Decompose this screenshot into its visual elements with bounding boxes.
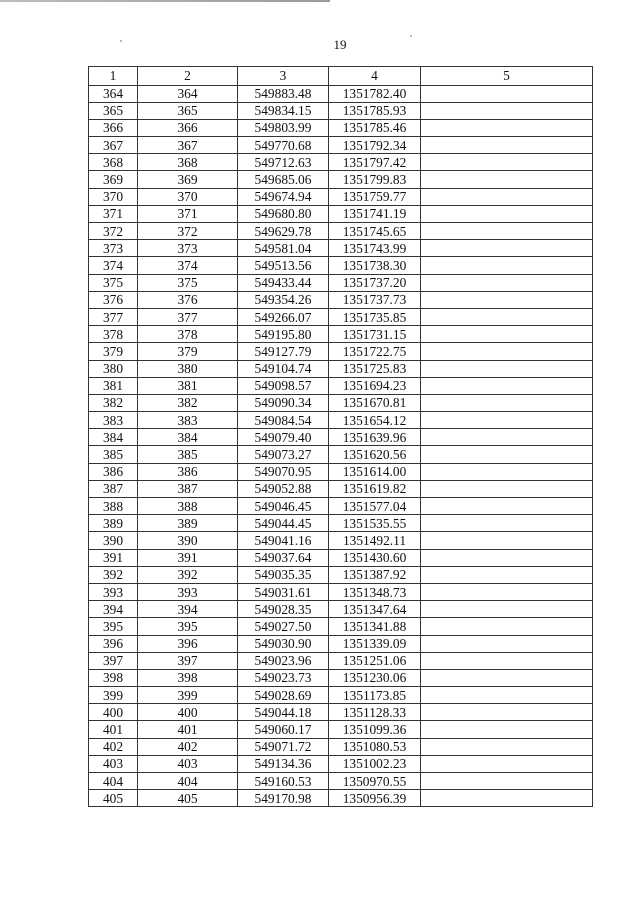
table-row <box>89 205 593 222</box>
cell-x-coordinate: 549023.96 <box>238 652 329 669</box>
cell-x-coordinate: 549027.50 <box>238 618 329 635</box>
cell-note <box>421 755 593 772</box>
cell-index: 367 <box>89 137 138 154</box>
cell-index: 402 <box>89 738 138 755</box>
cell-y-coordinate: 1351731.15 <box>329 326 421 343</box>
table-row <box>89 119 593 136</box>
table-row <box>89 394 593 411</box>
cell-index: 404 <box>89 773 138 790</box>
cell-index: 387 <box>89 480 138 497</box>
cell-note <box>421 704 593 721</box>
cell-index: 383 <box>89 412 138 429</box>
cell-note <box>421 188 593 205</box>
cell-note <box>421 618 593 635</box>
cell-index: 369 <box>89 171 138 188</box>
table-row <box>89 601 593 618</box>
cell-note <box>421 360 593 377</box>
table-row <box>89 102 593 119</box>
table-row <box>89 566 593 583</box>
cell-index: 396 <box>89 635 138 652</box>
cell-point-number: 393 <box>138 583 238 600</box>
cell-point-number: 386 <box>138 463 238 480</box>
cell-x-coordinate: 549354.26 <box>238 291 329 308</box>
cell-x-coordinate: 549060.17 <box>238 721 329 738</box>
cell-index: 379 <box>89 343 138 360</box>
cell-index: 365 <box>89 102 138 119</box>
cell-y-coordinate: 1350970.55 <box>329 773 421 790</box>
table-row <box>89 137 593 154</box>
table-row <box>89 687 593 704</box>
cell-index: 377 <box>89 308 138 325</box>
cell-index: 393 <box>89 583 138 600</box>
cell-x-coordinate: 549513.56 <box>238 257 329 274</box>
cell-note <box>421 669 593 686</box>
cell-x-coordinate: 549030.90 <box>238 635 329 652</box>
table-row <box>89 223 593 240</box>
table-row <box>89 498 593 515</box>
cell-note <box>421 549 593 566</box>
cell-index: 385 <box>89 446 138 463</box>
cell-point-number: 395 <box>138 618 238 635</box>
cell-point-number: 403 <box>138 755 238 772</box>
cell-point-number: 397 <box>138 652 238 669</box>
cell-index: 384 <box>89 429 138 446</box>
cell-x-coordinate: 549834.15 <box>238 102 329 119</box>
cell-point-number: 398 <box>138 669 238 686</box>
cell-note <box>421 583 593 600</box>
cell-note <box>421 137 593 154</box>
cell-y-coordinate: 1350956.39 <box>329 790 421 807</box>
table-row <box>89 291 593 308</box>
cell-y-coordinate: 1351694.23 <box>329 377 421 394</box>
table-row <box>89 171 593 188</box>
cell-note <box>421 377 593 394</box>
cell-point-number: 384 <box>138 429 238 446</box>
cell-note <box>421 394 593 411</box>
cell-point-number: 388 <box>138 498 238 515</box>
cell-note <box>421 790 593 807</box>
cell-x-coordinate: 549031.61 <box>238 583 329 600</box>
cell-index: 400 <box>89 704 138 721</box>
cell-index: 388 <box>89 498 138 515</box>
cell-x-coordinate: 549674.94 <box>238 188 329 205</box>
cell-index: 380 <box>89 360 138 377</box>
cell-y-coordinate: 1351745.65 <box>329 223 421 240</box>
table-row <box>89 257 593 274</box>
coordinates-table <box>88 66 593 807</box>
cell-y-coordinate: 1351535.55 <box>329 515 421 532</box>
cell-note <box>421 601 593 618</box>
cell-note <box>421 498 593 515</box>
cell-y-coordinate: 1351735.85 <box>329 308 421 325</box>
cell-x-coordinate: 549028.69 <box>238 687 329 704</box>
cell-point-number: 371 <box>138 205 238 222</box>
cell-index: 378 <box>89 326 138 343</box>
cell-note <box>421 687 593 704</box>
cell-note <box>421 291 593 308</box>
table-row <box>89 515 593 532</box>
cell-note <box>421 412 593 429</box>
cell-y-coordinate: 1351614.00 <box>329 463 421 480</box>
cell-note <box>421 635 593 652</box>
cell-x-coordinate: 549803.99 <box>238 119 329 136</box>
cell-point-number: 375 <box>138 274 238 291</box>
cell-y-coordinate: 1351670.81 <box>329 394 421 411</box>
cell-y-coordinate: 1351577.04 <box>329 498 421 515</box>
cell-x-coordinate: 549028.35 <box>238 601 329 618</box>
cell-point-number: 378 <box>138 326 238 343</box>
table-row <box>89 343 593 360</box>
page-number: 19 <box>333 37 347 52</box>
cell-index: 371 <box>89 205 138 222</box>
table-row <box>89 274 593 291</box>
column-header-2: 2 <box>138 67 238 86</box>
cell-x-coordinate: 549044.18 <box>238 704 329 721</box>
cell-index: 374 <box>89 257 138 274</box>
cell-note <box>421 274 593 291</box>
cell-point-number: 372 <box>138 223 238 240</box>
cell-note <box>421 773 593 790</box>
cell-x-coordinate: 549070.95 <box>238 463 329 480</box>
cell-note <box>421 652 593 669</box>
cell-x-coordinate: 549098.57 <box>238 377 329 394</box>
cell-x-coordinate: 549084.54 <box>238 412 329 429</box>
cell-point-number: 370 <box>138 188 238 205</box>
cell-y-coordinate: 1351173.85 <box>329 687 421 704</box>
cell-y-coordinate: 1351797.42 <box>329 154 421 171</box>
cell-x-coordinate: 549037.64 <box>238 549 329 566</box>
cell-y-coordinate: 1351080.53 <box>329 738 421 755</box>
cell-x-coordinate: 549883.48 <box>238 85 329 102</box>
cell-index: 397 <box>89 652 138 669</box>
table-row <box>89 446 593 463</box>
cell-x-coordinate: 549090.34 <box>238 394 329 411</box>
cell-x-coordinate: 549581.04 <box>238 240 329 257</box>
cell-index: 372 <box>89 223 138 240</box>
cell-y-coordinate: 1351725.83 <box>329 360 421 377</box>
cell-point-number: 390 <box>138 532 238 549</box>
cell-y-coordinate: 1351741.19 <box>329 205 421 222</box>
cell-point-number: 389 <box>138 515 238 532</box>
cell-y-coordinate: 1351782.40 <box>329 85 421 102</box>
cell-note <box>421 463 593 480</box>
cell-index: 370 <box>89 188 138 205</box>
table-row <box>89 755 593 772</box>
cell-y-coordinate: 1351792.34 <box>329 137 421 154</box>
cell-note <box>421 738 593 755</box>
cell-point-number: 366 <box>138 119 238 136</box>
cell-x-coordinate: 549170.98 <box>238 790 329 807</box>
cell-index: 368 <box>89 154 138 171</box>
cell-note <box>421 446 593 463</box>
cell-point-number: 383 <box>138 412 238 429</box>
cell-point-number: 381 <box>138 377 238 394</box>
cell-y-coordinate: 1351341.88 <box>329 618 421 635</box>
cell-note <box>421 326 593 343</box>
cell-point-number: 376 <box>138 291 238 308</box>
cell-x-coordinate: 549052.88 <box>238 480 329 497</box>
cell-x-coordinate: 549044.45 <box>238 515 329 532</box>
cell-index: 395 <box>89 618 138 635</box>
cell-index: 390 <box>89 532 138 549</box>
cell-note <box>421 85 593 102</box>
cell-x-coordinate: 549035.35 <box>238 566 329 583</box>
cell-y-coordinate: 1351387.92 <box>329 566 421 583</box>
cell-point-number: 391 <box>138 549 238 566</box>
cell-index: 394 <box>89 601 138 618</box>
table-row <box>89 773 593 790</box>
cell-note <box>421 480 593 497</box>
cell-x-coordinate: 549712.63 <box>238 154 329 171</box>
table-row <box>89 326 593 343</box>
cell-note <box>421 205 593 222</box>
table-row <box>89 721 593 738</box>
cell-y-coordinate: 1351785.93 <box>329 102 421 119</box>
cell-note <box>421 308 593 325</box>
table-row <box>89 188 593 205</box>
cell-index: 382 <box>89 394 138 411</box>
table-row <box>89 480 593 497</box>
table-row <box>89 790 593 807</box>
top-rule <box>0 0 330 2</box>
cell-y-coordinate: 1351785.46 <box>329 119 421 136</box>
cell-point-number: 392 <box>138 566 238 583</box>
cell-index: 403 <box>89 755 138 772</box>
cell-note <box>421 154 593 171</box>
cell-point-number: 396 <box>138 635 238 652</box>
table-row <box>89 377 593 394</box>
cell-y-coordinate: 1351737.73 <box>329 291 421 308</box>
cell-index: 399 <box>89 687 138 704</box>
cell-point-number: 387 <box>138 480 238 497</box>
cell-note <box>421 515 593 532</box>
cell-y-coordinate: 1351759.77 <box>329 188 421 205</box>
table-row <box>89 583 593 600</box>
cell-point-number: 365 <box>138 102 238 119</box>
cell-y-coordinate: 1351230.06 <box>329 669 421 686</box>
cell-index: 392 <box>89 566 138 583</box>
cell-y-coordinate: 1351722.75 <box>329 343 421 360</box>
table-row <box>89 85 593 102</box>
cell-y-coordinate: 1351743.99 <box>329 240 421 257</box>
cell-point-number: 380 <box>138 360 238 377</box>
table-row <box>89 704 593 721</box>
cell-point-number: 367 <box>138 137 238 154</box>
cell-x-coordinate: 549629.78 <box>238 223 329 240</box>
cell-index: 376 <box>89 291 138 308</box>
cell-point-number: 404 <box>138 773 238 790</box>
cell-note <box>421 532 593 549</box>
cell-x-coordinate: 549041.16 <box>238 532 329 549</box>
cell-y-coordinate: 1351002.23 <box>329 755 421 772</box>
cell-note <box>421 343 593 360</box>
cell-y-coordinate: 1351738.30 <box>329 257 421 274</box>
cell-index: 364 <box>89 85 138 102</box>
cell-index: 386 <box>89 463 138 480</box>
cell-point-number: 374 <box>138 257 238 274</box>
table-header-row <box>89 67 593 86</box>
cell-x-coordinate: 549127.79 <box>238 343 329 360</box>
cell-index: 373 <box>89 240 138 257</box>
cell-y-coordinate: 1351737.20 <box>329 274 421 291</box>
cell-point-number: 377 <box>138 308 238 325</box>
table-row <box>89 154 593 171</box>
cell-note <box>421 429 593 446</box>
table-row <box>89 618 593 635</box>
cell-index: 391 <box>89 549 138 566</box>
cell-point-number: 401 <box>138 721 238 738</box>
table-body <box>89 85 593 807</box>
cell-x-coordinate: 549073.27 <box>238 446 329 463</box>
cell-index: 398 <box>89 669 138 686</box>
cell-y-coordinate: 1351348.73 <box>329 583 421 600</box>
cell-y-coordinate: 1351799.83 <box>329 171 421 188</box>
cell-x-coordinate: 549046.45 <box>238 498 329 515</box>
cell-x-coordinate: 549195.80 <box>238 326 329 343</box>
cell-point-number: 368 <box>138 154 238 171</box>
cell-y-coordinate: 1351654.12 <box>329 412 421 429</box>
table-row <box>89 549 593 566</box>
cell-y-coordinate: 1351639.96 <box>329 429 421 446</box>
cell-note <box>421 102 593 119</box>
cell-x-coordinate: 549104.74 <box>238 360 329 377</box>
cell-y-coordinate: 1351492.11 <box>329 532 421 549</box>
cell-index: 401 <box>89 721 138 738</box>
cell-y-coordinate: 1351251.06 <box>329 652 421 669</box>
cell-x-coordinate: 549023.73 <box>238 669 329 686</box>
table-row <box>89 429 593 446</box>
cell-y-coordinate: 1351099.36 <box>329 721 421 738</box>
cell-index: 375 <box>89 274 138 291</box>
cell-y-coordinate: 1351619.82 <box>329 480 421 497</box>
table-row <box>89 463 593 480</box>
cell-point-number: 405 <box>138 790 238 807</box>
column-header-5: 5 <box>421 67 593 86</box>
cell-point-number: 402 <box>138 738 238 755</box>
cell-y-coordinate: 1351347.64 <box>329 601 421 618</box>
cell-y-coordinate: 1351339.09 <box>329 635 421 652</box>
cell-index: 389 <box>89 515 138 532</box>
table-row <box>89 652 593 669</box>
cell-point-number: 364 <box>138 85 238 102</box>
cell-index: 381 <box>89 377 138 394</box>
cell-y-coordinate: 1351430.60 <box>329 549 421 566</box>
cell-point-number: 394 <box>138 601 238 618</box>
cell-x-coordinate: 549680.80 <box>238 205 329 222</box>
table-row <box>89 412 593 429</box>
cell-index: 405 <box>89 790 138 807</box>
cell-note <box>421 257 593 274</box>
cell-x-coordinate: 549266.07 <box>238 308 329 325</box>
column-header-3: 3 <box>238 67 329 86</box>
cell-x-coordinate: 549770.68 <box>238 137 329 154</box>
cell-note <box>421 171 593 188</box>
cell-y-coordinate: 1351620.56 <box>329 446 421 463</box>
cell-note <box>421 119 593 136</box>
cell-x-coordinate: 549079.40 <box>238 429 329 446</box>
table-row <box>89 308 593 325</box>
cell-point-number: 369 <box>138 171 238 188</box>
column-header-4: 4 <box>329 67 421 86</box>
cell-point-number: 399 <box>138 687 238 704</box>
cell-x-coordinate: 549071.72 <box>238 738 329 755</box>
cell-y-coordinate: 1351128.33 <box>329 704 421 721</box>
table-row <box>89 669 593 686</box>
cell-x-coordinate: 549134.36 <box>238 755 329 772</box>
cell-x-coordinate: 549160.53 <box>238 773 329 790</box>
cell-x-coordinate: 549433.44 <box>238 274 329 291</box>
cell-note <box>421 223 593 240</box>
column-header-1: 1 <box>89 67 138 86</box>
cell-point-number: 382 <box>138 394 238 411</box>
cell-point-number: 400 <box>138 704 238 721</box>
cell-index: 366 <box>89 119 138 136</box>
cell-point-number: 379 <box>138 343 238 360</box>
table-row <box>89 635 593 652</box>
cell-point-number: 373 <box>138 240 238 257</box>
table-row <box>89 532 593 549</box>
cell-x-coordinate: 549685.06 <box>238 171 329 188</box>
table-row <box>89 738 593 755</box>
cell-note <box>421 566 593 583</box>
table-row <box>89 360 593 377</box>
cell-note <box>421 721 593 738</box>
cell-point-number: 385 <box>138 446 238 463</box>
cell-note <box>421 240 593 257</box>
table-row <box>89 240 593 257</box>
